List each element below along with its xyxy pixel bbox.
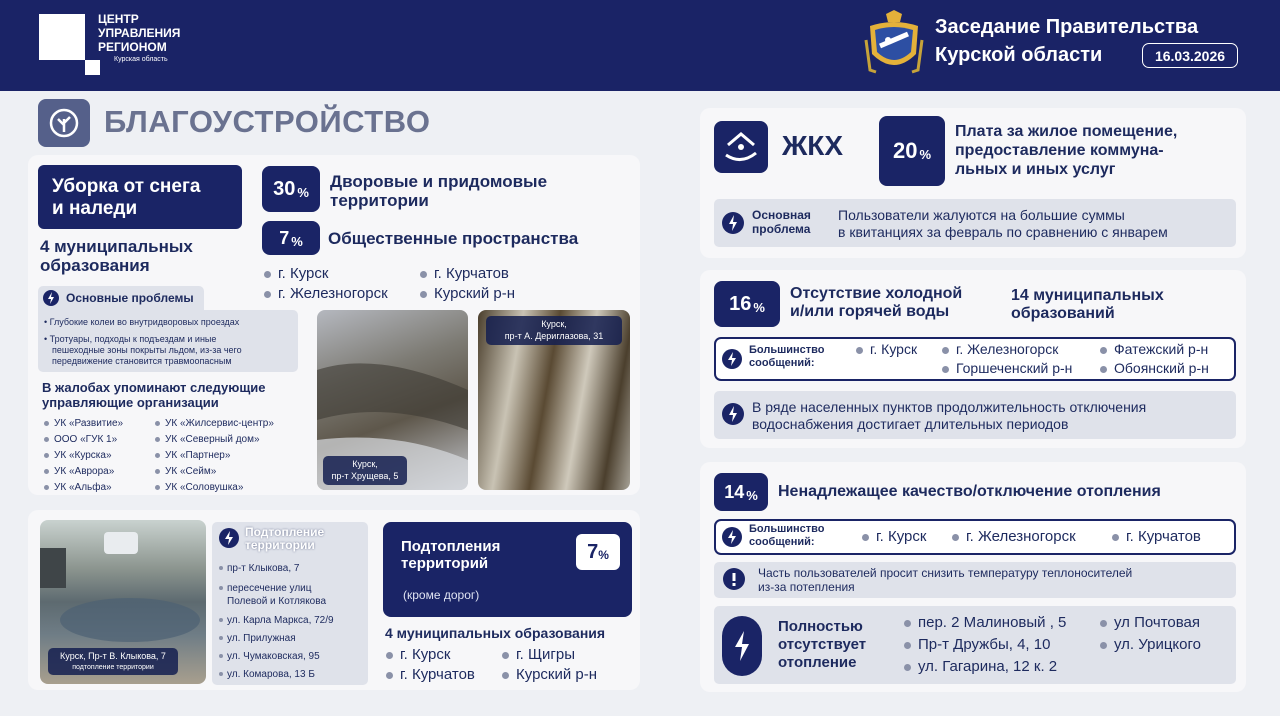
photo-snow-deriglazova: [478, 310, 630, 490]
company-item: УК «Аврора»: [44, 464, 123, 480]
coat-of-arms-icon: [862, 10, 926, 80]
main-problem-label: Основная проблема: [752, 208, 811, 236]
company-item: УК «Курска»: [44, 448, 123, 464]
no-heating-addresses-col-1: [904, 612, 1066, 678]
water-city: г. Курск: [856, 340, 917, 358]
housing-section-icon: [714, 121, 768, 173]
snow-cities-col-1: [264, 264, 388, 304]
pct-payment: 20 %: [879, 116, 945, 186]
companies-col-1: [44, 416, 123, 496]
city-item: г. Щигры: [502, 645, 597, 665]
flood-cities-col-2: [502, 645, 597, 685]
exclamation-icon: [723, 568, 745, 590]
city-item: Курский р-н: [502, 665, 597, 685]
flood-summary-box: [383, 522, 632, 617]
photo-caption: Курск, пр-т Хрущева, 5: [323, 456, 407, 485]
flood-summary-note: (кроме дорог): [403, 588, 480, 602]
water-city: Горшеченский р-н: [942, 359, 1072, 377]
snow-cities-col-2: [420, 264, 515, 304]
lightning-icon: [722, 403, 744, 425]
flood-addresses-panel: [212, 522, 368, 685]
address-item: ул. Прилужная: [219, 632, 334, 645]
lightning-icon: [722, 527, 742, 547]
lightning-icon: [722, 349, 742, 369]
company-item: УК «Жилсервис-центр»: [155, 416, 274, 432]
heating-note-panel: [714, 562, 1236, 598]
pct-heating: 14 %: [714, 473, 768, 511]
problem-item: • Глубокие колеи во внутридворовых проездах: [44, 317, 240, 327]
address-item: ул. Карла Маркса, 72/9: [219, 614, 334, 627]
heating-note-text: Часть пользователей просит снизить температуру теплоносителей из-за потепления: [758, 566, 1133, 594]
photo-snow-khrushcheva: [317, 310, 468, 490]
city-item: Курский р-н: [420, 284, 515, 304]
snow-title-box: Уборка от снега и наледи: [38, 165, 242, 229]
heating-majority-panel: [714, 519, 1236, 555]
main-problem-panel: [714, 199, 1236, 247]
landscaping-section-icon: [38, 99, 90, 147]
company-item: УК «Соловушка»: [155, 480, 274, 496]
pct-water: 16 %: [714, 281, 780, 327]
pct-public: 7 %: [262, 221, 320, 255]
water-label: Отсутствие холодной и/или горячей воды: [790, 285, 963, 320]
address-item: пересечение улиц: [219, 582, 334, 595]
company-item: УК «Сейм»: [155, 464, 274, 480]
city-item: г. Курчатов: [420, 264, 515, 284]
flood-munic-count: 4 муниципальных образования: [385, 625, 606, 641]
water-city: г. Железногорск: [942, 340, 1058, 358]
city-item: г. Курск: [264, 264, 388, 284]
header-title-1: Заседание Правительства: [935, 16, 1199, 38]
company-item: УК «Альфа»: [44, 480, 123, 496]
lightning-icon: [722, 212, 744, 234]
lightning-icon: [43, 290, 59, 306]
no-heating-addresses-col-2: [1100, 612, 1201, 656]
flood-summary-title: Подтопления территорий: [401, 538, 501, 572]
zhkh-title: ЖКХ: [782, 130, 844, 161]
org-name: ЦЕНТР УПРАВЛЕНИЯ РЕГИОНОМ: [98, 12, 181, 54]
city-item: г. Курчатов: [386, 665, 475, 685]
address-item: ул Почтовая: [1100, 612, 1201, 634]
water-majority-panel: [714, 337, 1236, 381]
payment-label: Плата за жилое помещение, предоставление коммуна- льных и иных услуг: [955, 123, 1178, 178]
flood-cities-col-1: [386, 645, 475, 685]
snow-munic-count: 4 муниципальных образования: [40, 237, 193, 275]
heating-city: г. Курск: [862, 528, 926, 545]
flood-list-title: Подтопление территории: [245, 525, 325, 552]
photo-caption: Курск, Пр-т В. Клыкова, 7 подтопление территории: [48, 648, 178, 675]
address-item: пер. 2 Малиновый , 5: [904, 612, 1066, 634]
water-city: Фатежский р-н: [1100, 340, 1208, 358]
heating-city: г. Курчатов: [1112, 528, 1201, 545]
water-munic-count: 14 муниципальных образований: [1011, 287, 1164, 322]
address-item: ул. Гагарина, 12 к. 2: [904, 656, 1066, 678]
majority-label: Большинство сообщений:: [749, 344, 825, 369]
city-item: г. Железногорск: [264, 284, 388, 304]
public-spaces-label: Общественные пространства: [328, 229, 579, 248]
water-city: Обоянский р-н: [1100, 359, 1209, 377]
company-item: УК «Развитие»: [44, 416, 123, 432]
address-item: ул. Комарова, 13 Б: [219, 668, 334, 681]
pct-yards: 30 %: [262, 166, 320, 212]
photo-flood-klykova: [40, 520, 206, 684]
pct-flood: 7 %: [576, 534, 620, 570]
city-item: г. Курск: [386, 645, 475, 665]
address-item: Пр-т Дружбы, 4, 10: [904, 634, 1066, 656]
address-item: ул. Чумаковская, 95: [219, 650, 334, 663]
company-item: УК «Партнер»: [155, 448, 274, 464]
company-item: УК «Северный дом»: [155, 432, 274, 448]
section-title-landscaping: БЛАГОУСТРОЙСТВО: [104, 104, 431, 139]
header-bar: [0, 0, 1280, 91]
flood-address-list: пр-т Клыкова, 7 пересечение улиц Полевой и Котлякова ул. Карла Маркса, 72/9 ул. Прилужная ул. Чумаковская, 95 ул. Комарова, 13 Б: [219, 562, 334, 681]
companies-col-2: [155, 416, 274, 496]
header-date: 16.03.2026: [1142, 43, 1238, 68]
header-title-2: Курской области: [935, 44, 1103, 66]
complaints-heading: В жалобах упоминают следующие управляющие организации: [42, 380, 266, 410]
problem-item: • Тротуары, подходы к подъездам и иные пешеходные зоны покрыты льдом, из-за чего передвижение становится травмоопасным: [44, 334, 242, 366]
main-problems-list: [38, 310, 298, 372]
main-problem-text: Пользователи жалуются на большие суммы в квитанциях за февраль по сравнению с январем: [838, 207, 1168, 240]
heating-city: г. Железногорск: [952, 528, 1076, 545]
main-problems-tab: Основные проблемы: [38, 286, 204, 310]
yards-label: Дворовые и придомовые территории: [330, 172, 548, 210]
majority-label: Большинство сообщений:: [749, 523, 825, 548]
company-item: ООО «ГУК 1»: [44, 432, 123, 448]
water-note-text: В ряде населенных пунктов продолжительность отключения водоснабжения достигает длительных периодов: [752, 399, 1147, 432]
no-heating-panel: [714, 606, 1236, 684]
no-heating-label: Полностью отсутствует отопление: [778, 618, 867, 671]
org-region: Курская область: [114, 56, 168, 63]
photo-caption: Курск, пр-т А. Дериглазова, 31: [486, 316, 622, 345]
lightning-icon: [722, 616, 762, 676]
lightning-icon: [219, 528, 239, 548]
address-item: пр-т Клыкова, 7: [219, 562, 334, 575]
address-item: ул. Урицкого: [1100, 634, 1201, 656]
heating-title: Ненадлежащее качество/отключение отопления: [778, 483, 1161, 500]
water-note-panel: [714, 391, 1236, 439]
